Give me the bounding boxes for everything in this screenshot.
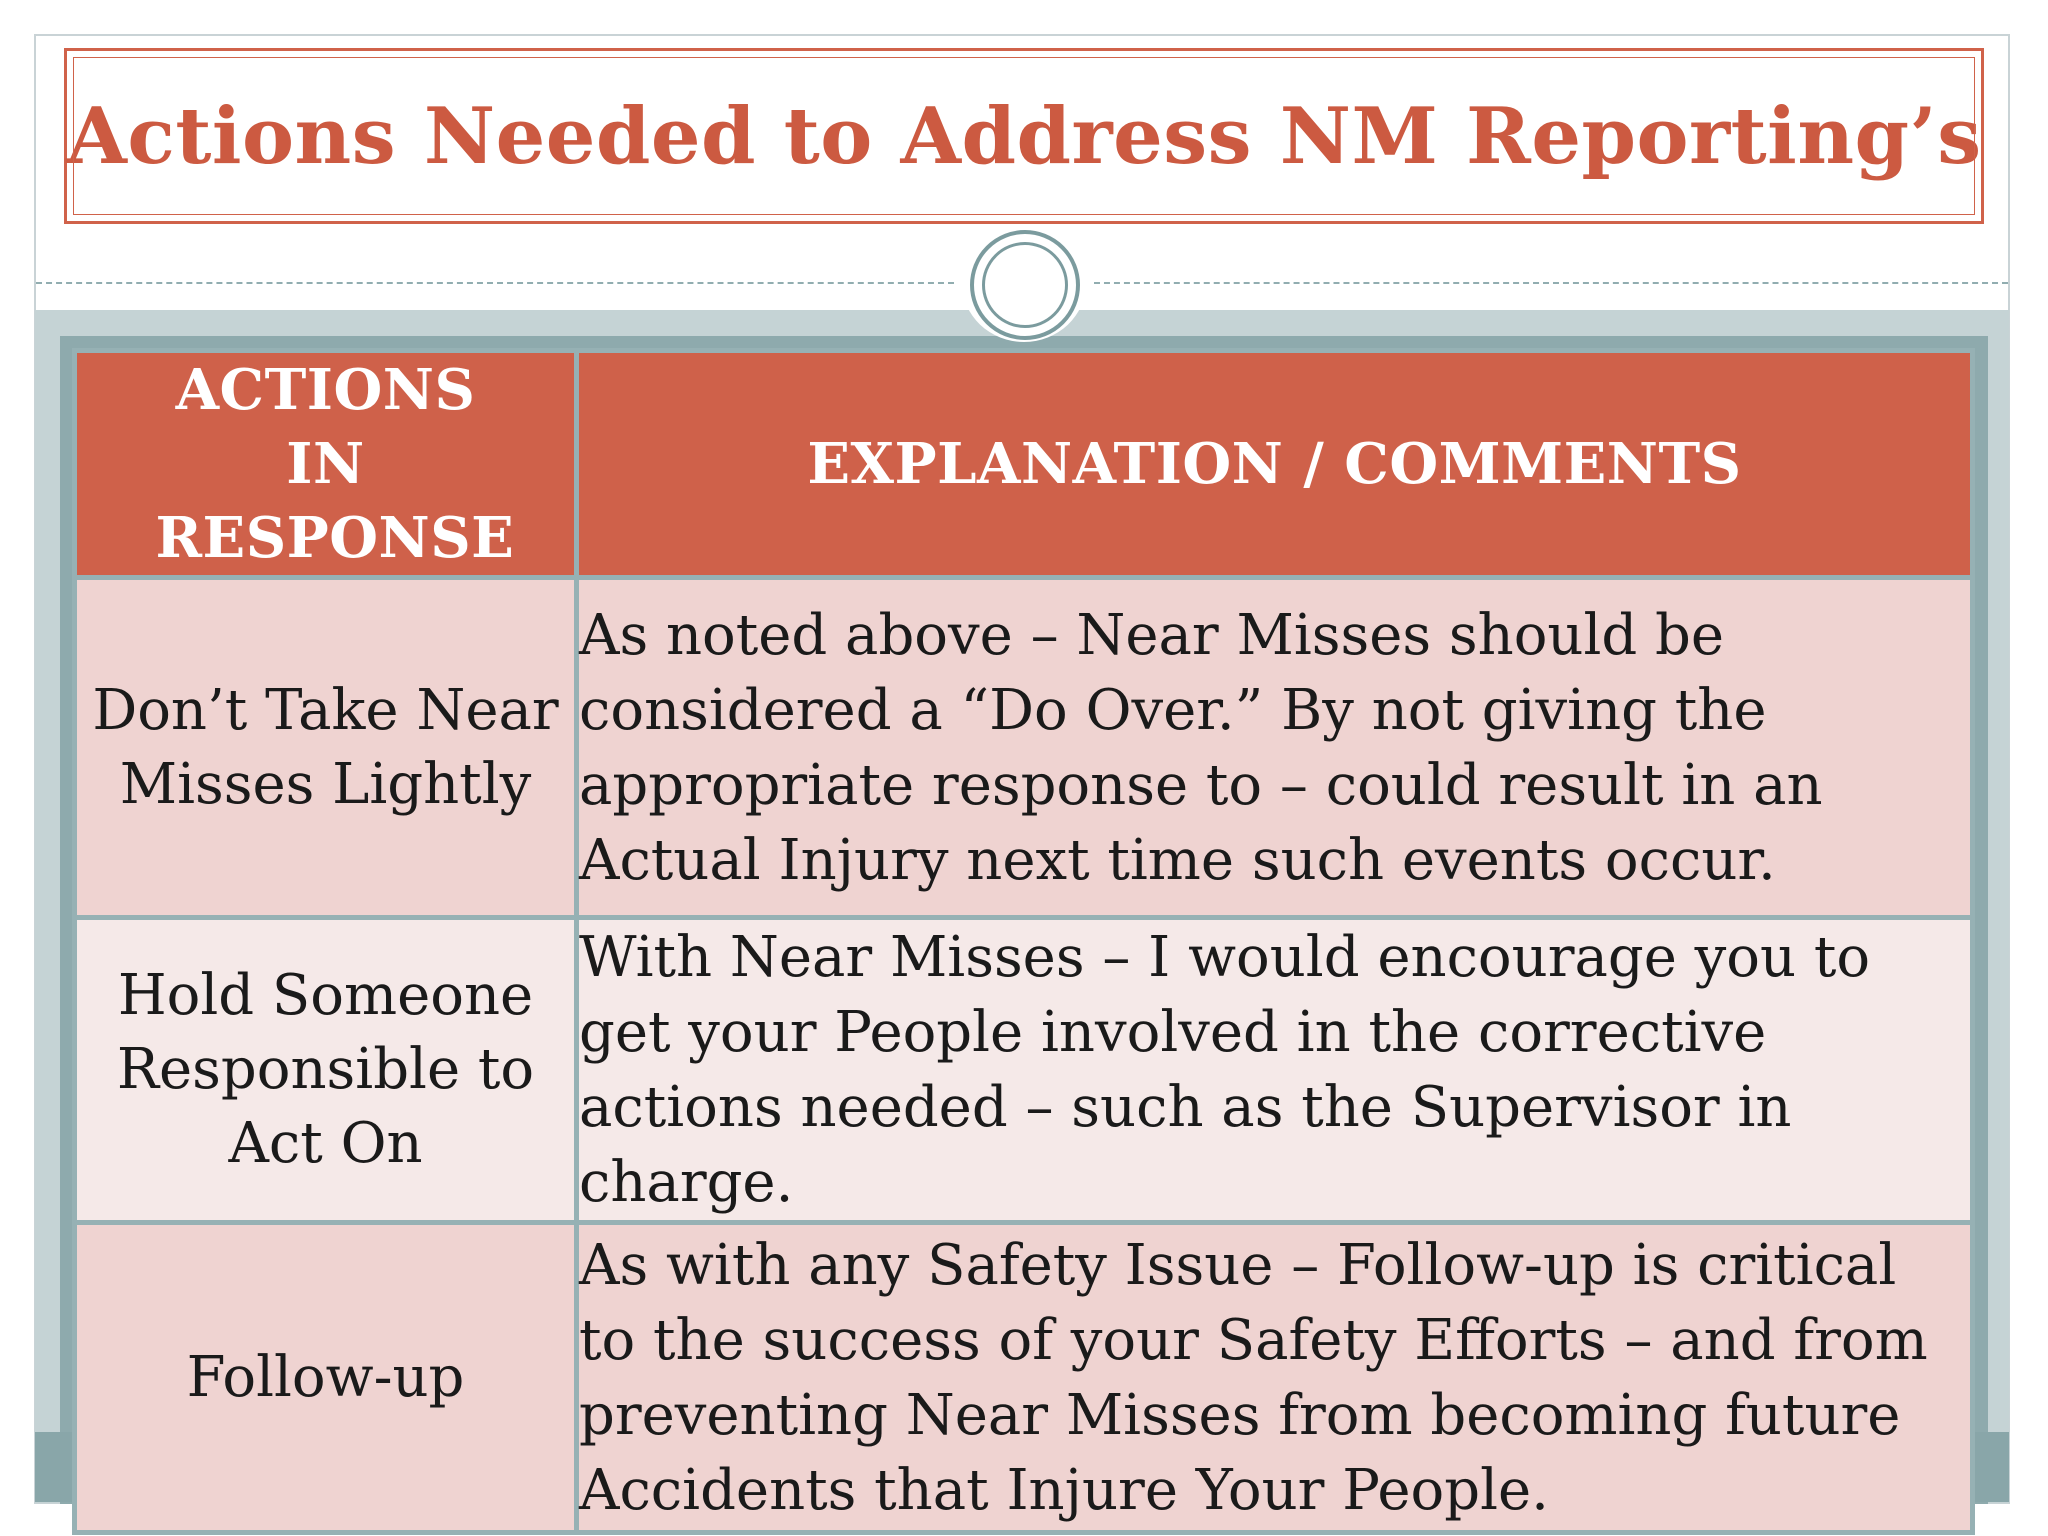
comment-cell: As noted above – Near Misses should be considered a “Do Over.” By not giving the appropriate response to – could result in an Actual Injury next time such events occur. — [577, 578, 1973, 918]
table-row — [75, 1223, 1973, 1533]
comment-cell: As with any Safety Issue – Follow-up is critical to the success of your Safety Efforts – and from preventing Near Misses from becoming future Accidents that Injure Your People. — [577, 1223, 1973, 1533]
header-actions-label: ACTIONS IN RESPONSE — [155, 357, 515, 571]
table-row — [75, 578, 1973, 918]
action-cell: Don’t Take Near Misses Lightly — [75, 578, 577, 918]
action-cell: Hold Someone Responsible to Act On — [75, 918, 577, 1223]
page-title: Actions Needed to Address NM Reporting’s — [66, 90, 1982, 182]
table-header-row — [75, 351, 1973, 578]
divider-left — [36, 282, 954, 284]
header-actions — [75, 351, 577, 578]
circle-ornament-icon — [970, 230, 1080, 340]
comment-cell: With Near Misses – I would encourage you to get your People involved in the corrective actions needed – such as the Supervisor in charge. — [577, 918, 1973, 1223]
divider-right — [1094, 282, 2008, 284]
actions-table — [72, 348, 1975, 1535]
title-box — [64, 48, 1984, 224]
table-row — [75, 918, 1973, 1223]
action-cell: Follow-up — [75, 1223, 577, 1533]
circle-ornament-inner — [982, 242, 1068, 328]
header-explanation: EXPLANATION / COMMENTS — [577, 351, 1973, 578]
